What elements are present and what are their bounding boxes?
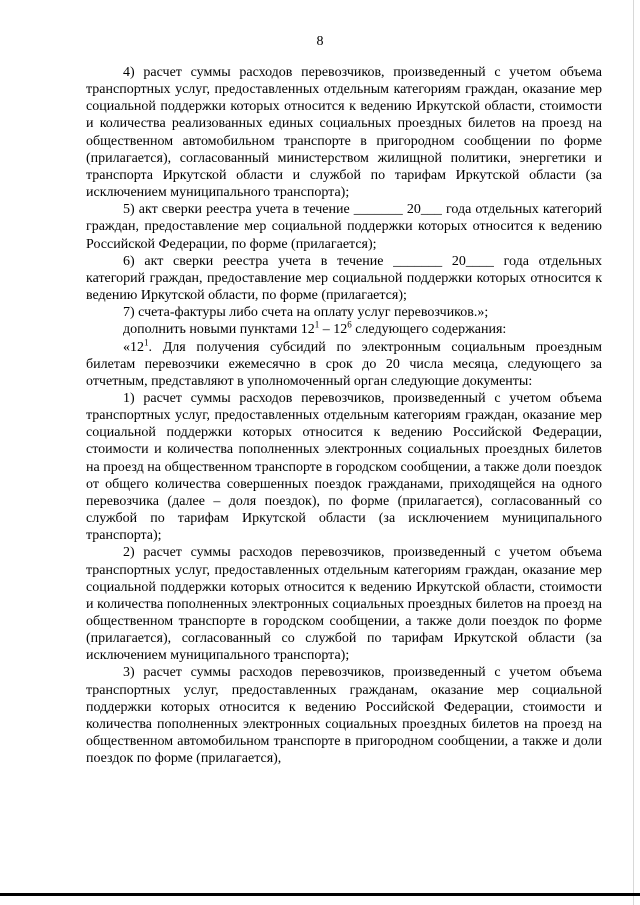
scan-edge-line <box>633 0 634 905</box>
supplement-suffix: следующего содержания: <box>351 322 507 338</box>
paragraph-item-4: 4) расчет суммы расходов перевозчиков, произведенный с учетом объема транспортных услуг, предоставленных отдельным категориям граждан, оказание мер социальной поддержки которых относится к ведению Иркутской области, стоимости и количества реализованных единых социальных проездных билетов на проезд на общественном автомобильном транспорте в пригородном сообщении по форме (прилагается), согласованный министерством жилищной политики, энергетики и транспорта Иркутской области и службой по тарифам Иркутской области (за исключением муниципального транспорта); <box>86 65 602 201</box>
point-text: Для получения субсидий по электронным социальным проездным билетам перевозчики ежемесячно в срок до 20 числа месяца, следующего за отчетным, представляют в уполномоченный орган следующие документы: <box>86 339 602 389</box>
document-body <box>86 64 602 767</box>
supplement-paragraph <box>86 321 602 338</box>
paragraph-item-6: 6) акт сверки реестра учета в течение _______ 20____ года отдельных категорий граждан, предоставление мер социальной поддержки которых относится к ведению Иркутской области, по форме (прилагается); <box>86 253 602 304</box>
point-number: «12 <box>123 339 144 355</box>
paragraph-item-5: 5) акт сверки реестра учета в течение _______ 20___ года отдельных категорий граждан, предоставление мер социальной поддержки которых относится к ведению Российской Федерации, по форме (прилагается); <box>86 202 602 252</box>
bottom-divider <box>0 893 640 896</box>
supplement-dash: – 12 <box>319 322 348 338</box>
point-12-1-paragraph <box>86 336 602 390</box>
point-separator: . <box>148 339 163 355</box>
supplement-prefix: дополнить новыми пунктами 12 <box>123 322 315 338</box>
paragraph-item-7: 7) счета-фактуры либо счета на оплату услуг перевозчиков.»; <box>123 305 489 321</box>
paragraph-sub-3: 3) расчет суммы расходов перевозчиков, произведенный с учетом объема транспортных услуг, предоставленных гражданам, оказание мер социальной поддержки которых относится к ведению Российской Федерации, стоимости и количества пополненных электронных социальных проездных билетов на проезд на общественном автомобильном транспорте в пригородном сообщении, а также и доли поездок по форме (прилагается), <box>86 665 602 767</box>
paragraph-sub-2: 2) расчет суммы расходов перевозчиков, произведенный с учетом объема транспортных услуг, предоставленных отдельным категориям граждан, оказание мер социальной поддержки которых относится к ведению Иркутской области, стоимости и количества пополненных электронных социальных проездных билетов на проезд на общественном транспорте в городском сообщении, а также доли поездок по форме (прилагается), согласованный со службой по тарифам Иркутской области (за исключением муниципального транспорта); <box>86 545 602 664</box>
point-sup: 1 <box>144 336 149 347</box>
page-number: 8 <box>316 34 324 49</box>
paragraph-sub-1: 1) расчет суммы расходов перевозчиков, произведенный с учетом объема транспортных услуг, предоставленных отдельным категориям граждан, оказание мер социальной поддержки которых относится к ведению Российской Федерации, стоимости и количества пополненных электронных социальных проездных билетов на проезд на общественном транспорте в городском сообщении, а также доли поездок от общего количества совершенных поездок гражданами, приходящейся на одного перевозчика (далее – доля поездок), по форме (прилагается), согласованный со службой по тарифам Иркутской области (за исключением муниципального транспорта); <box>86 390 602 544</box>
supplement-sup-to: 6 <box>347 319 352 330</box>
supplement-sup-from: 1 <box>314 319 320 330</box>
